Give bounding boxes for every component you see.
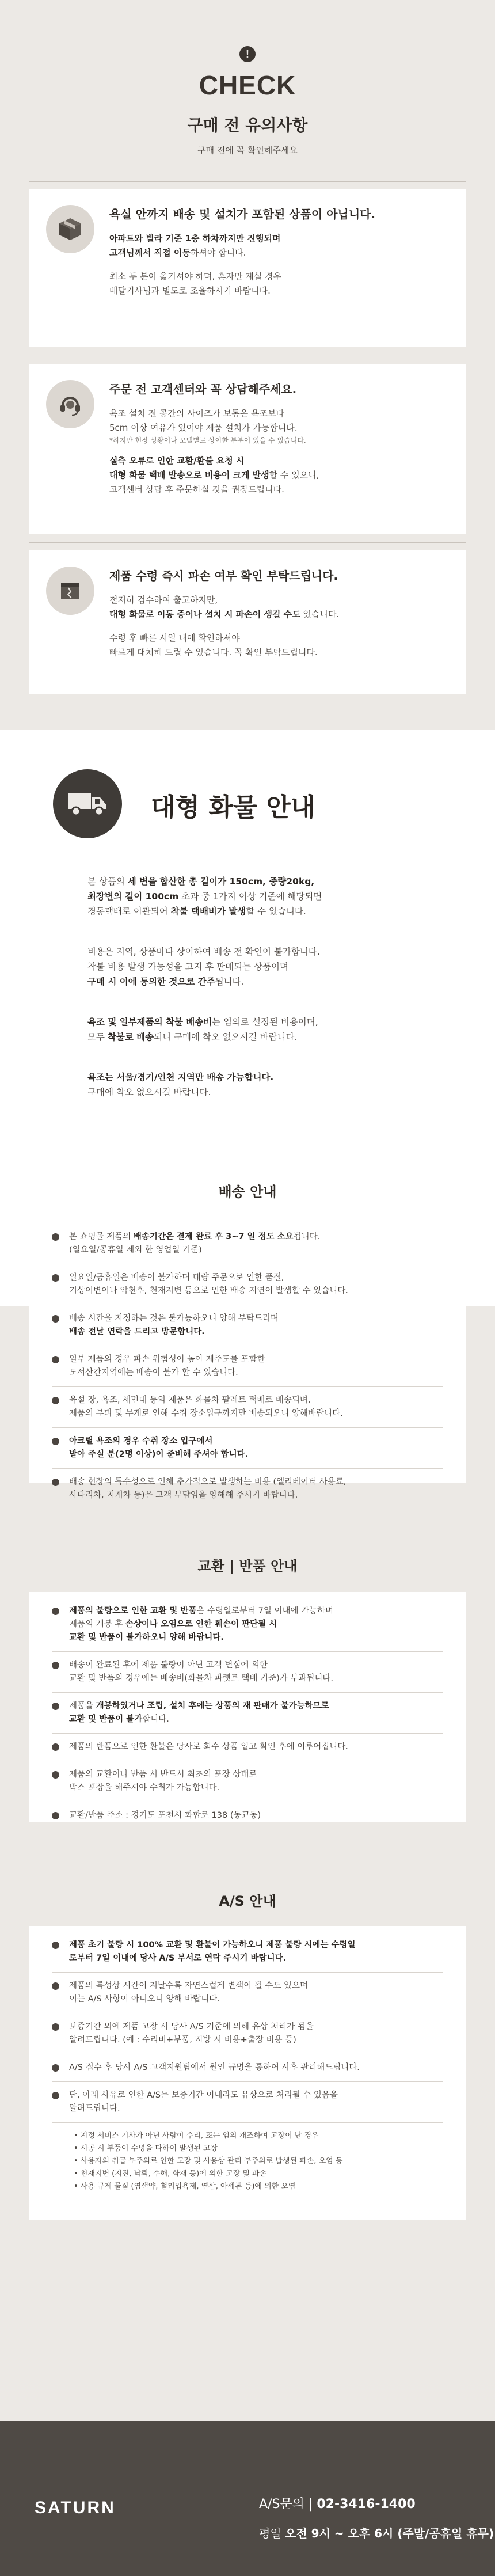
divider <box>52 1692 443 1693</box>
notice-card-consult <box>29 364 466 534</box>
notice-footnote: *하지만 현장 상황이나 모델별로 상이한 부분이 있을 수 있습니다. <box>109 436 306 444</box>
notice-text: 아파트와 빌라 기준 1층 하차까지만 진행되며 고객님께서 직접 이동하셔야 합니다. <box>109 233 281 258</box>
bullet-icon <box>52 1982 59 1990</box>
notice-text: 욕조 설치 전 공간의 사이즈가 보통은 욕조보다 5cm 이상 여유가 있어야 제품 설치가 가능합니다. <box>109 408 298 433</box>
list-item: 일요일/공휴일은 배송이 불가하며 대량 주문으로 인한 품절, 기상이변이나 악천후, 천재지변 등으로 인한 배송 지연이 발생할 수 있습니다. <box>52 1271 443 1298</box>
list-item: 배송이 완료된 후에 제품 불량이 아닌 고객 변심에 의한 교환 및 반품의 경우에는 배송비(화물차 파렛트 택배 기준)가 부과됩니다. <box>52 1659 443 1685</box>
bullet-icon <box>52 1274 59 1282</box>
exclusion-list <box>52 2130 443 2193</box>
divider <box>29 542 466 543</box>
notice-card-delivery <box>29 189 466 347</box>
divider <box>29 181 466 182</box>
as-box <box>29 1926 466 2220</box>
divider <box>52 2081 443 2082</box>
list-item: 제품 초기 불량 시 100% 교환 및 환불이 가능하오니 제품 불량 시에는 수령일 로부터 7일 이내에 당사 A/S 부서로 연락 주시기 바랍니다. <box>52 1939 443 1965</box>
damaged-box-icon <box>46 567 94 615</box>
exclamation-icon: ! <box>239 46 256 62</box>
divider <box>52 1427 443 1428</box>
notice-text: 철저히 검수하여 출고하지만, 대형 화물로 이동 중이나 설치 시 파손이 생길 수도 있습니다. <box>109 595 340 620</box>
list-item: 배송 시간을 지정하는 것은 불가능하오니 양해 부탁드리며 배송 전날 연락을 드리고 방문합니다. <box>52 1312 443 1339</box>
list-item: 제품의 교환이나 반품 시 반드시 최초의 포장 상태로 박스 포장을 해주셔야 수취가 가능합니다. <box>52 1768 443 1795</box>
list-item: • 시공 시 부품이 수명을 다하여 발생된 고장 <box>74 2144 218 2153</box>
delivery-box-icon <box>46 205 94 253</box>
freight-paragraph: 비용은 지역, 상품마다 상이하여 배송 전 확인이 불가합니다. 착불 비용 발생 가능성을 고지 후 판매되는 상품이며 구매 시 이에 동의한 것으로 간주됩니다. <box>87 947 320 987</box>
divider <box>52 2122 443 2123</box>
notice-subtitle: 구매 전에 꼭 확인해주세요 <box>197 145 298 155</box>
notice-heading: 주문 전 고객센터와 꼭 상담해주세요. <box>109 382 297 396</box>
check-header <box>0 0 495 202</box>
divider <box>52 1468 443 1469</box>
list-item: 일부 제품의 경우 파손 위험성이 높아 제주도를 포함한 도서산간지역에는 배송이 불가 할 수 있습니다. <box>52 1353 443 1380</box>
shipping-title: 배송 안내 <box>218 1184 277 1200</box>
bullet-icon <box>52 1662 59 1669</box>
shipping-box <box>29 1218 466 1500</box>
list-item: 아크릴 욕조의 경우 수취 장소 입구에서 받아 주실 분(2명 이상)이 준비해 주셔야 합니다. <box>52 1435 443 1461</box>
exchange-box <box>29 1592 466 1822</box>
freight-paragraph: 본 상품의 세 변을 합산한 총 길이가 150cm, 중량20kg, 최장변의 길이 100cm 초과 중 1가지 이상 기준에 해당되면 경동택배로 이관되어 착불 택배비가 발생할 수 있습니다. <box>87 876 322 917</box>
freight-paragraph: 욕조는 서울/경기/인천 지역만 배송 가능합니다. 구매에 착오 없으시길 바랍니다. <box>87 1072 274 1097</box>
freight-paragraph: 욕조 및 일부제품의 착불 배송비는 임의로 설정된 비용이며, 모두 착불로 배송되니 구매에 착오 없으시길 바랍니다. <box>87 1017 318 1042</box>
list-item: 제품을 개봉하였거나 조립, 설치 후에는 상품의 재 판매가 불가능하므로 교환 및 반품이 불가합니다. <box>52 1700 443 1726</box>
notice-title: 구매 전 유의사항 <box>187 116 308 135</box>
divider <box>52 1651 443 1652</box>
list-item: 단, 아래 사유로 인한 A/S는 보증기간 이내라도 유상으로 처리될 수 있음을 알려드립니다. <box>52 2089 443 2115</box>
bullet-icon <box>52 1812 59 1819</box>
truck-icon <box>53 769 122 838</box>
bullet-icon <box>52 1703 59 1710</box>
headset-icon <box>46 380 94 428</box>
bullet-icon <box>52 1438 59 1445</box>
list-item: 본 쇼핑몰 제품의 배송기간은 결제 완료 후 3~7 일 정도 소요됩니다. (일요일/공휴일 제외 한 영업일 기준) <box>52 1230 443 1257</box>
bullet-icon <box>52 1743 59 1751</box>
exchange-title: 교환 | 반품 안내 <box>197 1558 298 1574</box>
divider <box>52 1733 443 1734</box>
list-item: 교환/반품 주소 : 경기도 포천시 화합로 138 (동교동) <box>52 1809 443 1822</box>
bullet-icon <box>52 1233 59 1241</box>
list-item: 배송 현장의 특수성으로 인해 추가적으로 발생하는 비용 (엘리베이터 사용료, 사다리차, 지게차 등)은 고객 부담임을 양해해 주시기 바랍니다. <box>52 1476 443 1502</box>
divider <box>52 1386 443 1387</box>
bullet-icon <box>52 1356 59 1363</box>
list-item: • 천재지변 (지진, 낙뢰, 수해, 화재 등)에 의한 고장 및 파손 <box>74 2170 267 2178</box>
footer <box>0 2421 495 2576</box>
notice-text: 수령 후 빠른 시일 내에 확인하셔야 빠르게 대처해 드릴 수 있습니다. 꼭 확인 부탁드립니다. <box>109 633 318 658</box>
list-item: A/S 접수 후 당사 A/S 고객지원팀에서 원인 규명을 통하여 사후 관리해드립니다. <box>52 2061 443 2075</box>
bullet-icon <box>52 2064 59 2072</box>
business-hours: 평일 오전 9시 ~ 오후 6시 (주말/공휴일 휴무) <box>259 2526 494 2540</box>
list-item: 제품의 특성상 시간이 지날수록 자연스럽게 변색이 될 수도 있으며 이는 A/S 사항이 아니오니 양해 바랍니다. <box>52 1980 443 2006</box>
list-item: 육설 장, 욕조, 세면대 등의 제품은 화물차 팔레트 택배로 배송되며, 제품의 부피 및 무게로 인해 수취 장소입구까지만 배송되오니 양해바랍니다. <box>52 1394 443 1420</box>
bullet-icon <box>52 1608 59 1615</box>
bullet-icon <box>52 2092 59 2099</box>
list-item: • 사용 규제 물질 (염색약, 철리입욕제, 염산, 아세톤 등)에 의한 오염 <box>74 2182 296 2191</box>
as-phone-link[interactable]: 02-3416-1400 <box>317 2497 416 2512</box>
list-item: 제품의 반품으로 인한 환불은 당사로 회수 상품 입고 확인 후에 이루어집니다. <box>52 1741 443 1754</box>
brand-logo: SATURN <box>35 2498 116 2517</box>
list-item: • 사용자의 취급 부주의로 인한 고장 및 사용상 관리 부주의로 발생된 파손, 오염 등 <box>74 2157 343 2165</box>
list-item: • 지정 서비스 기사가 아닌 사람이 수리, 또는 임의 개조하여 고장이 난 경우 <box>74 2132 319 2140</box>
notice-heading: 욕실 안까지 배송 및 설치가 포함된 상품이 아닙니다. <box>109 207 376 221</box>
bullet-icon <box>52 1942 59 1949</box>
freight-title: 대형 화물 안내 <box>151 793 315 822</box>
bullet-icon <box>52 1771 59 1779</box>
notice-card-damage <box>29 550 466 694</box>
bullet-icon <box>52 1397 59 1404</box>
as-contact: A/S문의 | 02-3416-1400 <box>259 2497 416 2512</box>
divider <box>52 1972 443 1973</box>
notice-text: 최소 두 분이 옮기셔야 하며, 혼자만 계실 경우 배달기사님과 별도로 조율하시기 바랍니다. <box>109 271 281 296</box>
notice-heading: 제품 수령 즉시 파손 여부 확인 부탁드립니다. <box>109 569 338 583</box>
notice-text: 실측 오류로 인한 교환/환불 요청 시 대형 화물 택배 발송으로 비용이 크게 발생할 수 있으니, 고객센터 상담 후 주문하실 것을 권장드립니다. <box>109 455 319 495</box>
check-heading: CHECK <box>199 70 296 100</box>
bullet-icon <box>52 2023 59 2031</box>
list-item: 보증기간 외에 제품 고장 시 당사 A/S 기준에 의해 유상 처리가 됨을 알려드립니다. (예 : 수리비+부품, 지방 시 비용+출장 비용 등) <box>52 2020 443 2047</box>
bullet-icon <box>52 1315 59 1323</box>
bullet-icon <box>52 1479 59 1486</box>
list-item: 제품의 불량으로 인한 교환 및 반품은 수령일로부터 7일 이내에 가능하며 제품의 개봉 후 손상이나 오염으로 인한 훼손이 판단될 시 교환 및 반품이 불가하오니 양해 바랍니다. <box>52 1605 443 1644</box>
as-title: A/S 안내 <box>219 1893 276 1909</box>
